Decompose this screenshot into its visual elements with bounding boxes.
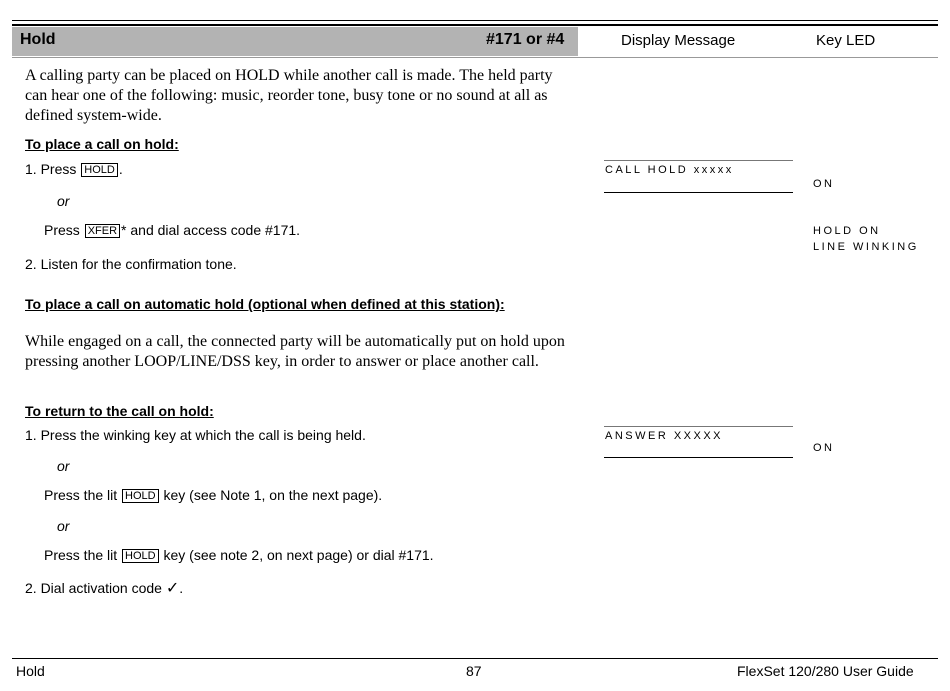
display-message-call-hold: CALL HOLD xxxxx [605,164,734,176]
section-heading-place-hold: To place a call on hold: [25,136,179,152]
header-bottom-rule [12,57,938,58]
display-rule-bottom [604,457,793,458]
step-text: Press the lit [44,547,122,563]
step-text: * and dial access code #171. [121,222,301,238]
step-text: . [179,580,184,596]
step-text: Press the lit [44,487,122,503]
step-press-xfer [44,222,300,238]
section-heading-automatic-hold: To place a call on automatic hold (optional when defined at this station): [25,296,505,312]
feature-code: #171 or #4 [486,31,565,48]
section-heading-return-hold: To return to the call on hold: [25,403,214,419]
step-text: 2. Dial activation code [25,580,166,596]
led-status-on: ON [813,442,835,454]
step-text: Press [44,222,84,238]
step-press-hold [25,161,123,177]
step-text: 1. Press [25,161,81,177]
top-rule-thin [12,20,938,21]
or-label: or [57,458,70,474]
column-header-led: Key LED [816,32,876,49]
step-press-lit-hold-2 [44,547,434,563]
display-rule-top [604,160,793,161]
hold-key: HOLD [122,549,159,563]
footer-doc-title: FlexSet 120/280 User Guide [737,663,914,679]
display-rule-bottom [604,192,793,193]
step-press-winking-key: 1. Press the winking key at which the call is being held. [25,427,366,443]
step-text: key (see Note 1, on the next page). [159,487,383,503]
xfer-key: XFER [85,224,120,238]
led-status-hold-on: HOLD ON [813,225,881,237]
column-header-display: Display Message [621,32,736,49]
display-rule-top [604,426,793,427]
step-text: key (see note 2, on next page) or dial #171. [159,547,434,563]
step-press-lit-hold-1 [44,487,382,503]
display-message-answer: ANSWER XXXXX [605,430,724,442]
page-title: Hold [20,31,56,48]
page-number: 87 [466,663,482,679]
hold-key: HOLD [122,489,159,503]
step-dial-activation [25,578,183,598]
or-label: or [57,518,70,534]
top-rule-thick [12,24,938,26]
step-text: . [118,161,123,177]
led-status-on: ON [813,178,835,190]
check-icon: ✓ [165,580,180,597]
footer-rule [12,658,938,659]
footer-section: Hold [16,663,45,679]
or-label: or [57,193,70,209]
hold-key: HOLD [81,163,118,177]
intro-paragraph: A calling party can be placed on HOLD while another call is made. The held party can hear one of the following: music, reorder tone, busy tone or no sound at all as defined system-wide. [25,67,553,124]
led-status-line-winking: LINE WINKING [813,241,919,253]
step-listen-tone: 2. Listen for the confirmation tone. [25,256,237,272]
automatic-hold-paragraph: While engaged on a call, the connected party will be automatically put on hold upon pressing another LOOP/LINE/DSS key, in order to answer or place another call. [25,333,565,370]
